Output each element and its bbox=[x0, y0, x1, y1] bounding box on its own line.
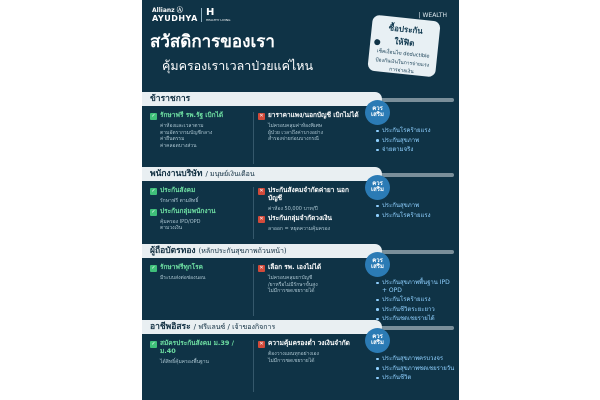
column-divider bbox=[253, 264, 254, 316]
section-0 bbox=[142, 92, 459, 168]
tag-line4: ป้องกันเงินในการจ่ายแรง bbox=[375, 56, 430, 69]
tag-line3: เช็คเงื่อนไข deductible bbox=[376, 48, 430, 60]
section-3 bbox=[142, 320, 459, 396]
item-detail: ไม่มีการชดเชยรายได้ bbox=[268, 288, 315, 294]
check-icon: ✓ bbox=[151, 341, 156, 347]
healthy-living-text: HEALTHY LIVING bbox=[206, 18, 231, 22]
item-detail: ไม่มีการชดเชยรายได้ bbox=[268, 357, 315, 364]
tag-line1: ซื้อประกัน bbox=[388, 23, 424, 36]
item-detail: /ยาหรือไม่มีรักษาขั้นสูง bbox=[268, 281, 318, 288]
tag-line2: ให้ฟิต bbox=[393, 36, 415, 49]
recommended-insurance-item: ประกันสุขภาพ bbox=[376, 202, 456, 210]
section-2 bbox=[142, 244, 459, 320]
limitations-column bbox=[258, 187, 362, 236]
section-title-sub: / มนุษย์เงินเดือน bbox=[205, 170, 255, 178]
wealth-label: | WEALTH bbox=[418, 12, 447, 19]
section-title bbox=[142, 167, 382, 181]
recommended-insurance-list bbox=[376, 355, 456, 384]
item-text: ประกันกลุ่มพนักงาน bbox=[160, 206, 216, 215]
item-detail: ตามอัตรากรมบัญชีกลาง bbox=[160, 129, 213, 136]
section-title bbox=[142, 244, 382, 258]
healthy-living-mark: H bbox=[206, 7, 215, 18]
item-detail: ลาออก = หยุดความคุ้มครอง bbox=[268, 226, 331, 233]
should-add-badge: ควร เสริม bbox=[365, 175, 390, 200]
item-detail: ไม่ครอบคลุมค่าห้องพิเศษ bbox=[268, 123, 323, 129]
should-add-badge: ควร เสริม bbox=[365, 100, 390, 125]
item-text: รักษาฟรีทุกโรค bbox=[160, 263, 204, 271]
item-detail: รักษาฟรี ตามสิทธิ์ bbox=[160, 198, 199, 204]
item-detail: ต้องวางแผนทุกอย่างเอง bbox=[268, 351, 319, 357]
infographic-poster bbox=[142, 0, 459, 400]
allianz-logo-line2: AYUDHYA bbox=[152, 14, 198, 23]
item-text: รักษาฟรี รพ.รัฐ เบิกได้ bbox=[160, 111, 224, 119]
healthy-living-logo bbox=[201, 8, 230, 22]
section-1 bbox=[142, 167, 459, 243]
check-icon: ✓ bbox=[151, 265, 156, 271]
cross-icon: ✕ bbox=[259, 265, 264, 271]
item-detail: ค่ายืนตรรม bbox=[160, 136, 185, 142]
limitation-item bbox=[258, 215, 362, 236]
recommended-insurance-list bbox=[376, 202, 456, 221]
recommended-insurance-item: ประกันชีวิตระยะยาว bbox=[376, 306, 456, 314]
section-title-text: ผู้ถือบัตรทอง bbox=[150, 246, 196, 256]
check-icon: ✓ bbox=[151, 113, 156, 119]
section-title-sub: (หลักประกันสุขภาพถ้วนหน้า) bbox=[198, 247, 287, 255]
item-detail: ไม่ครอบคลุมยาบัญชี bbox=[268, 275, 313, 281]
allianz-logo-line1: Allianz Ⓐ bbox=[152, 7, 183, 14]
recommended-insurance-item: ประกันสุขภาพครบวงจร bbox=[376, 355, 456, 363]
cross-icon: ✕ bbox=[259, 341, 264, 347]
item-detail: ค่าห้องและเวลาตาม bbox=[160, 123, 204, 129]
section-title-sub: / ฟรีแลนซ์ / เจ้าของกิจการ bbox=[193, 323, 276, 331]
benefit-item bbox=[150, 340, 250, 368]
benefits-column bbox=[150, 187, 250, 235]
recommended-insurance-item: ประกันสุขภาพพื้นฐาน IPD + OPD bbox=[376, 279, 456, 294]
should-add-badge: ควร เสริม bbox=[365, 328, 390, 353]
recommended-insurance-item: ประกันชีวิต bbox=[376, 374, 456, 382]
limitations-column bbox=[258, 340, 362, 367]
limitation-item bbox=[258, 187, 362, 215]
section-title-text: ข้าราชการ bbox=[150, 94, 191, 104]
benefits-column bbox=[150, 112, 250, 152]
recommended-insurance-item: ประกันสุขภาพชดเชยรายวัน bbox=[376, 365, 456, 373]
item-text: สมัครประกันสังคม ม.39 / ม.40 bbox=[160, 339, 235, 355]
item-detail: ผู้ป่วย เวลาถึงค่าบางอย่าง bbox=[268, 129, 324, 136]
column-divider bbox=[253, 187, 254, 239]
section-title bbox=[142, 92, 382, 106]
recommended-insurance-item: ประกันโรคร้ายแรง bbox=[376, 127, 456, 135]
cross-icon: ✕ bbox=[259, 113, 264, 119]
benefit-item bbox=[150, 112, 250, 152]
tag-line5: การจ่ายเงิน bbox=[388, 66, 415, 76]
limitation-item bbox=[258, 340, 362, 367]
item-detail: ตามวงเงิน bbox=[160, 225, 183, 231]
page-subtitle: คุ้มครองเราเวลาป่วยแค่ไหน bbox=[162, 58, 314, 73]
limitation-item bbox=[258, 112, 362, 146]
item-detail: ค่าคลอดบางส่วน bbox=[160, 142, 197, 149]
item-text: ประกันสังคมจำกัดค่ายา นอกบัญชี bbox=[268, 186, 349, 202]
benefit-item bbox=[150, 208, 250, 235]
column-divider bbox=[253, 112, 254, 164]
benefits-column bbox=[150, 340, 250, 368]
item-detail: ได้สิทธิ์คุ้มครองพื้นฐาน bbox=[160, 358, 209, 365]
item-text: ความคุ้มครองต่ำ วงเงินจำกัด bbox=[268, 339, 350, 347]
item-detail: มีระบบส่งต่อช่องนอน bbox=[160, 275, 206, 281]
limitations-column bbox=[258, 264, 362, 298]
recommended-insurance-item: จ่ายตามจริง bbox=[376, 146, 456, 154]
should-add-badge: ควร เสริม bbox=[365, 252, 390, 277]
benefit-item bbox=[150, 187, 250, 208]
recommended-insurance-list bbox=[376, 279, 456, 325]
benefit-item bbox=[150, 264, 250, 285]
recommended-insurance-item: ประกันโรคร้ายแรง bbox=[376, 212, 456, 220]
allianz-ayudhya-logo bbox=[152, 8, 198, 23]
item-text: ประกันสังคม bbox=[160, 186, 196, 194]
item-text: ยาราคาแพง/นอกบัญชี เบิกไม่ได้ bbox=[268, 111, 359, 119]
recommended-insurance-item: ประกันชดเชยรายได้ bbox=[376, 315, 456, 323]
item-detail: ค่าห้อง 50,000 บาท/ปี bbox=[268, 205, 318, 212]
recommended-insurance-item: ประกันโรคร้ายแรง bbox=[376, 296, 456, 304]
item-detail: คุ้มครอง IPD/OPD bbox=[160, 218, 201, 225]
limitation-item bbox=[258, 264, 362, 298]
check-icon: ✓ bbox=[151, 208, 156, 215]
check-icon: ✓ bbox=[151, 188, 156, 194]
item-text: ประกันกลุ่มจำกัดวงเงิน bbox=[268, 214, 332, 223]
item-text: เลือก รพ. เองไม่ได้ bbox=[268, 263, 322, 271]
item-detail: สำรองจ่ายก่อนบางกรณี bbox=[268, 136, 319, 142]
section-title bbox=[142, 320, 382, 334]
hang-tag bbox=[367, 15, 440, 78]
cross-icon: ✕ bbox=[259, 188, 264, 194]
limitations-column bbox=[258, 112, 362, 146]
section-title-text: พนักงานบริษัท bbox=[150, 169, 203, 179]
recommended-insurance-list bbox=[376, 127, 456, 156]
benefits-column bbox=[150, 264, 250, 285]
recommended-insurance-item: ประกันสุขภาพ bbox=[376, 137, 456, 145]
cross-icon: ✕ bbox=[259, 216, 264, 223]
column-divider bbox=[253, 340, 254, 392]
page-title: สวัสดิการของเรา bbox=[150, 32, 275, 52]
section-title-text: อาชีพอิสระ bbox=[150, 322, 191, 332]
